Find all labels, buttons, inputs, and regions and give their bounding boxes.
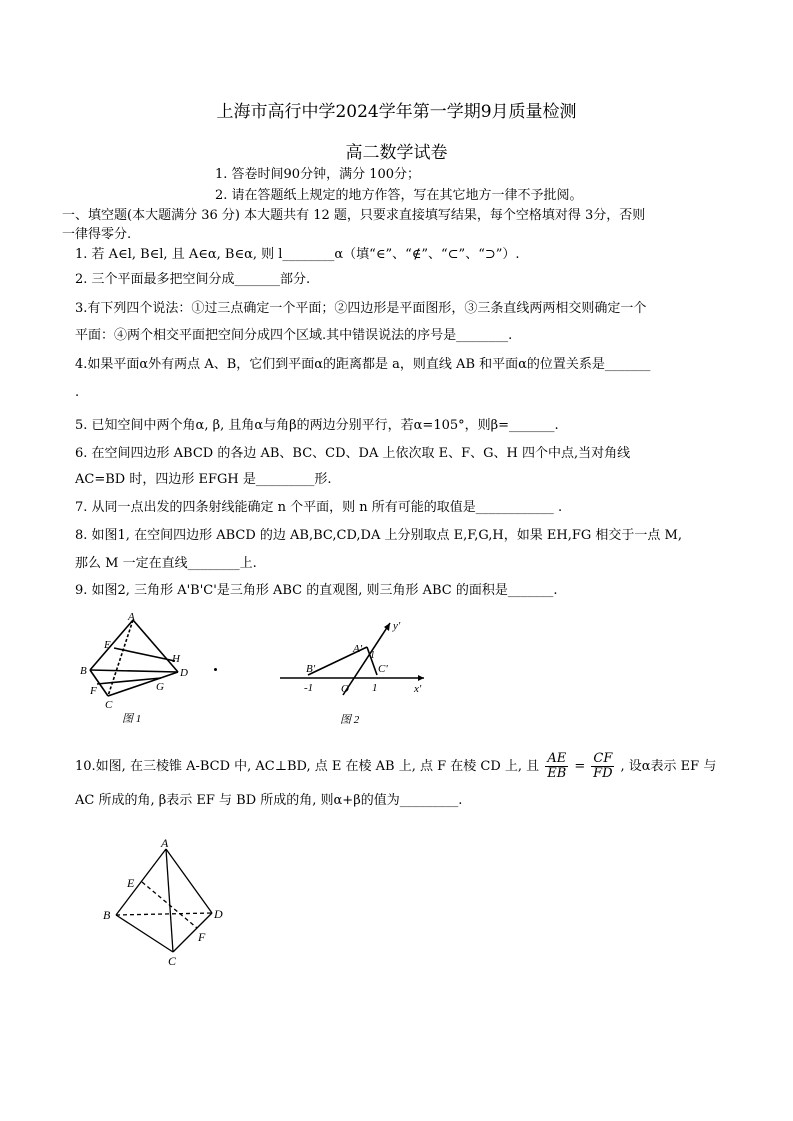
question-3-line1: 3.有下列四个说法：①过三点确定一个平面；②四边形是平面图形，③三条直线两两相交则确定一个 xyxy=(75,301,647,316)
question-4-line1: 4.如果平面α外有两点 A、B，它们到平面α的距离都是 a，则直线 AB 和平面α的位置关系是_______ xyxy=(75,357,651,372)
q10-text-after: , 设α表示 EF 与 xyxy=(620,759,717,774)
fig1-label-G: G xyxy=(156,681,164,693)
question-6-line2: AC=BD 时，四边形 EFGH 是_________形. xyxy=(75,472,332,487)
stray-dot xyxy=(214,668,217,671)
question-8-line1: 8. 如图1, 在空间四边形 ABCD 的边 AB,BC,CD,DA 上分别取点 E,F,G,H，如果 EH,FG 相交于一点 M, xyxy=(75,528,682,543)
fig2-label-Ap: A' xyxy=(353,643,363,655)
fig2-tick-1-vertical: 1 xyxy=(370,650,375,661)
section1-intro-line1: 一、填空题(本大题满分 36 分) 本大题共有 12 题，只要求直接填写结果，每个空格填对得 3分，否则 xyxy=(62,208,646,223)
fig1-caption: 图 1 xyxy=(122,713,142,725)
question-1: 1. 若 A∈l, B∈l, 且 A∈α, B∈α, 则 l________α（填“∈”、“∉”、“⊂”、“⊃”）. xyxy=(75,247,520,262)
fig3-label-F: F xyxy=(198,930,206,944)
q10-fraction-ae-eb xyxy=(545,752,568,781)
q10-frac2-num: CF xyxy=(593,751,613,766)
question-10-line2: AC 所成的角, β表示 EF 与 BD 所成的角, 则α+β的值为_________. xyxy=(75,793,463,808)
q10-frac1-den: EB xyxy=(547,766,567,781)
figure-2-intuitive-diagram xyxy=(278,615,428,727)
fig1-label-B: B xyxy=(80,665,87,677)
figure-3-tetrahedron xyxy=(98,835,238,970)
exam-subtitle: 高二数学试卷 xyxy=(345,143,448,163)
note-2: 2. 请在答题纸上规定的地方作答，写在其它地方一律不予批阅。 xyxy=(215,188,583,203)
fig2-tick-1: 1 xyxy=(372,682,378,694)
fig3-label-D: D xyxy=(214,907,223,921)
question-8-line2: 那么 M 一定在直线________上. xyxy=(75,556,257,571)
fig2-label-Bp: B' xyxy=(306,663,316,675)
note-1: 1. 答卷时间90分钟，满分 100分； xyxy=(215,167,421,182)
fig1-label-A: A xyxy=(128,612,135,623)
fig3-label-C: C xyxy=(168,954,177,968)
fig1-label-F: F xyxy=(90,685,97,697)
fig2-label-O: O xyxy=(341,683,349,695)
question-10-line1 xyxy=(75,752,716,781)
question-6-line1: 6. 在空间四边形 ABCD 的各边 AB、BC、CD、DA 上依次取 E、F、G、H 四个中点,当对角线 xyxy=(75,446,631,461)
figure-1-quadrilateral xyxy=(78,612,208,728)
question-7: 7. 从同一点出发的四条射线能确定 n 个平面，则 n 所有可能的取值是____________ . xyxy=(75,500,563,515)
fig2-label-Cp: C' xyxy=(378,663,388,675)
fig3-label-E: E xyxy=(127,876,135,890)
question-2: 2. 三个平面最多把空间分成_______部分. xyxy=(75,272,311,287)
q10-frac1-num: AE xyxy=(547,751,567,766)
fig2-caption: 图 2 xyxy=(340,714,360,726)
q10-text-before: 10.如图, 在三棱锥 A-BCD 中, AC⊥BD, 点 E 在棱 AB 上, 点 F 在棱 CD 上, 且 xyxy=(75,759,540,774)
fig1-label-C: C xyxy=(105,699,113,711)
q10-frac2-den: FD xyxy=(593,766,613,781)
section1-intro-line2: 一律得零分. xyxy=(62,227,132,242)
fig2-tick-neg1: -1 xyxy=(304,682,314,694)
question-5: 5. 已知空间中两个角α, β, 且角α与角β的两边分别平行，若α=105°，则β=_______. xyxy=(75,418,559,433)
question-3-line2: 平面：④两个相交平面把空间分成四个区域.其中错误说法的序号是________. xyxy=(75,328,513,343)
fig1-label-H: H xyxy=(172,653,180,665)
question-4-line2: . xyxy=(75,385,80,400)
fig1-label-E: E xyxy=(104,639,111,651)
q10-fraction-cf-fd xyxy=(591,752,614,781)
fig3-label-A: A xyxy=(161,836,169,850)
fig3-label-B: B xyxy=(103,908,111,922)
fig2-label-y: y' xyxy=(393,620,401,632)
fig2-label-x: x' xyxy=(414,683,422,695)
question-9: 9. 如图2, 三角形 A'B'C'是三角形 ABC 的直观图, 则三角形 ABC 的面积是_______. xyxy=(75,583,558,598)
exam-title: 上海市高行中学2024学年第一学期9月质量检测 xyxy=(216,102,577,122)
q10-equals: = xyxy=(574,759,586,774)
fig1-label-D: D xyxy=(180,667,188,679)
